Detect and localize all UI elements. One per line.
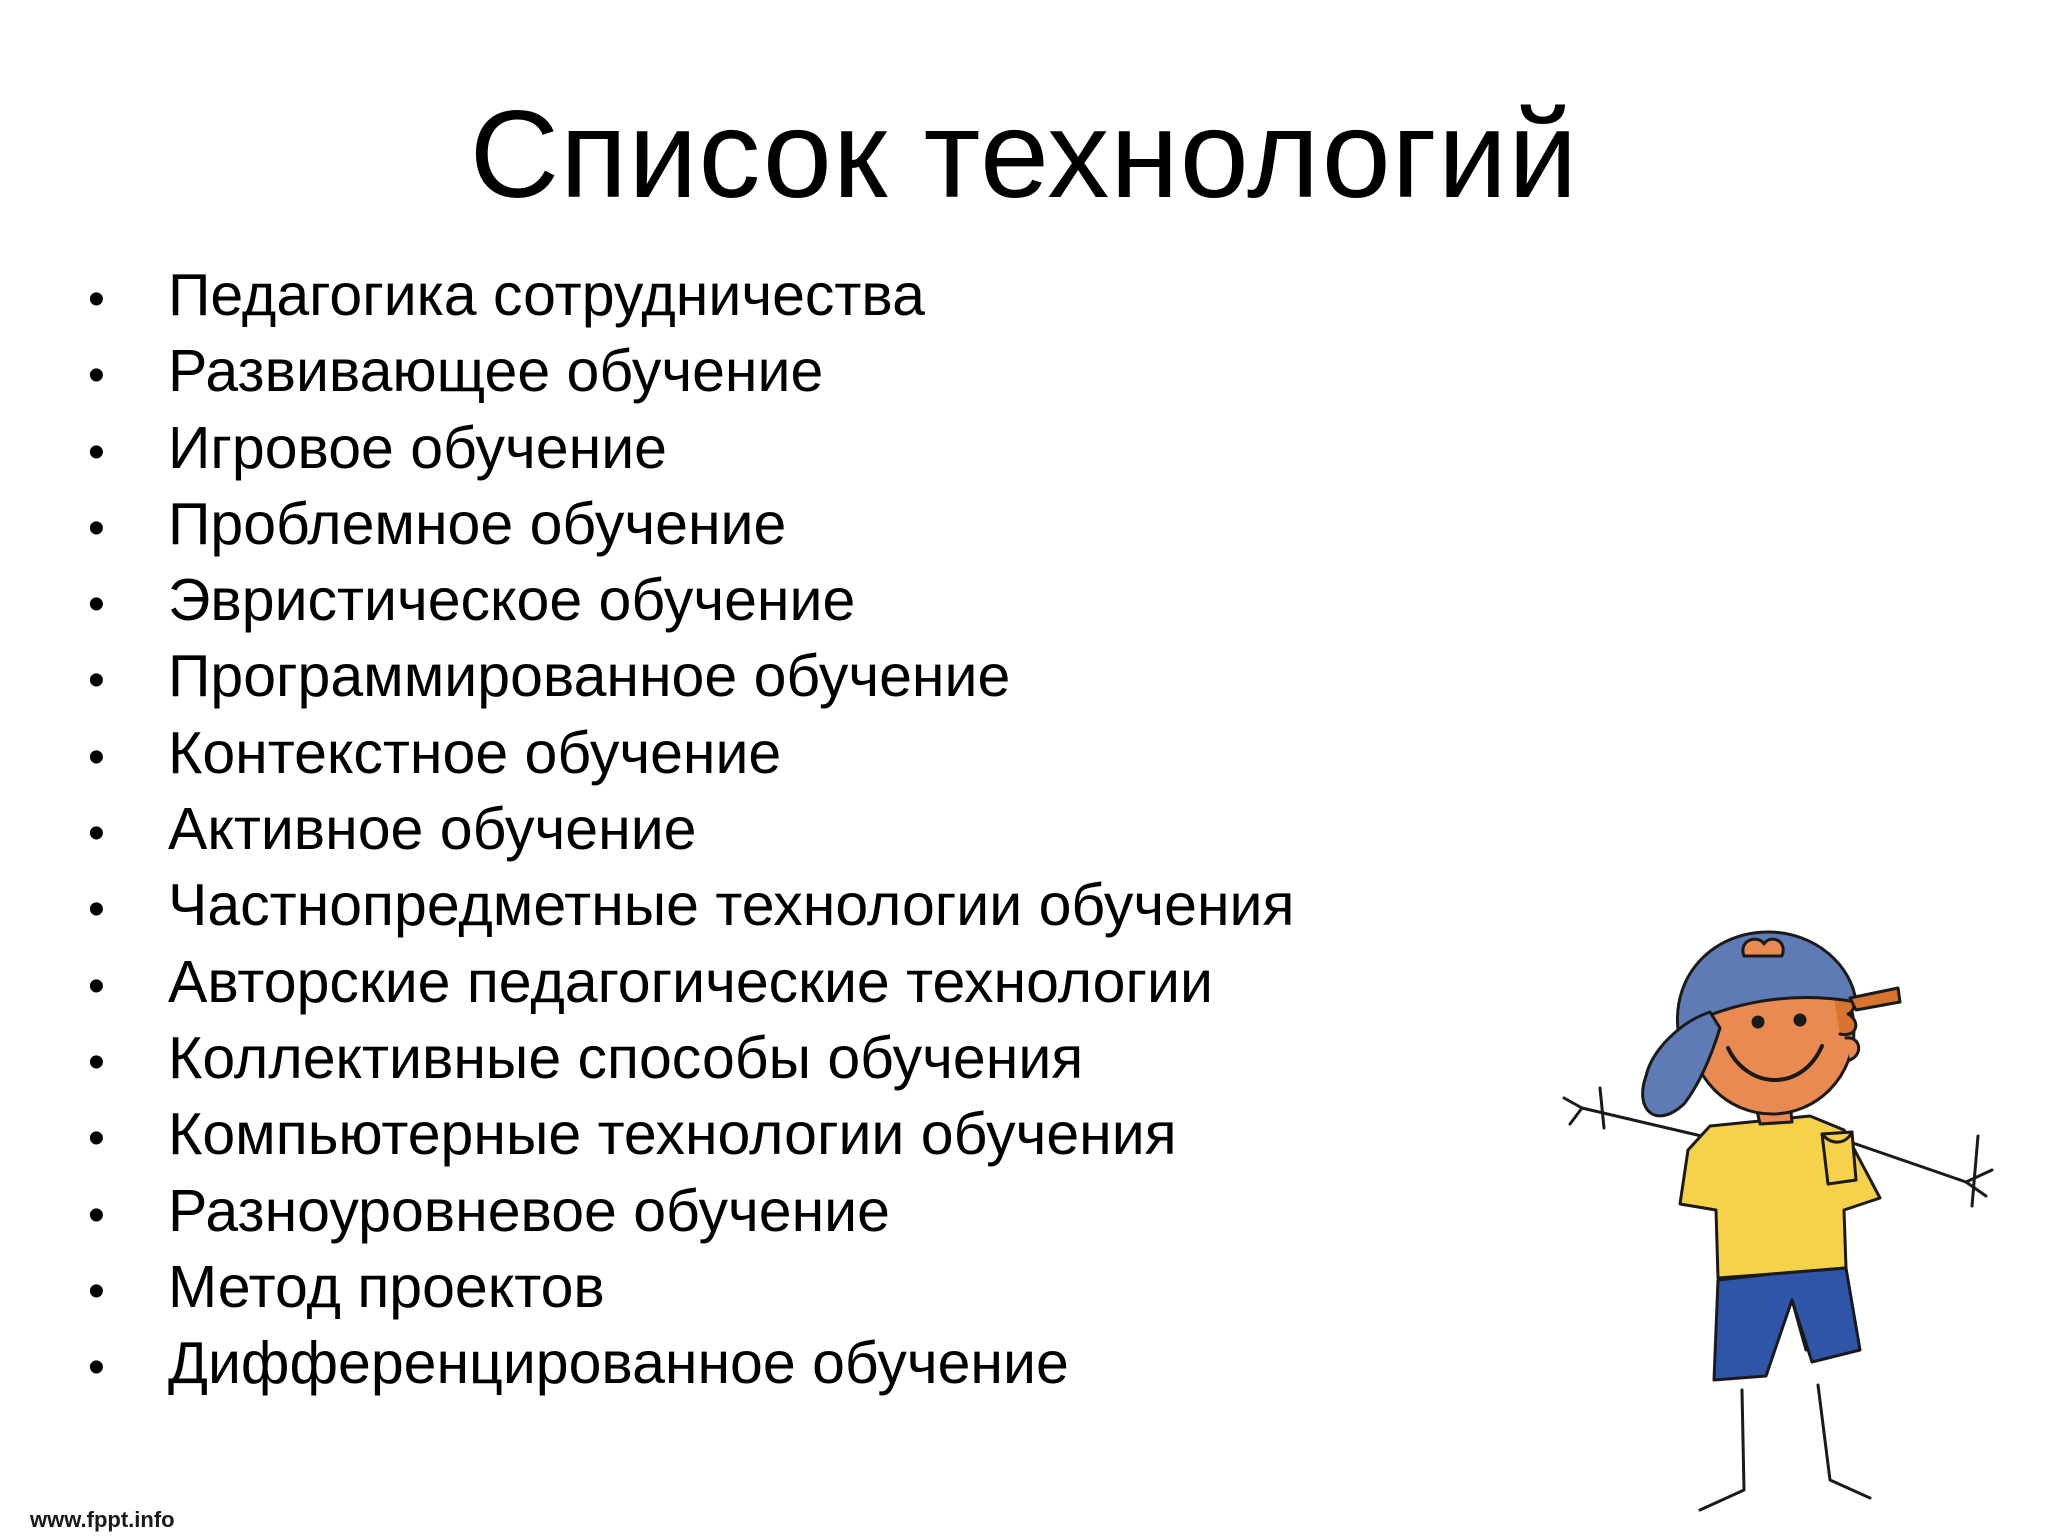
list-item-text: Игровое обучение xyxy=(168,414,667,481)
list-item-text: Частнопредметные технологии обучения xyxy=(168,872,1295,939)
list-item xyxy=(88,486,1294,562)
bullet-icon: • xyxy=(88,425,105,479)
list-item-text: Метод проектов xyxy=(168,1253,605,1320)
bullet-icon: • xyxy=(88,1341,105,1395)
list-item xyxy=(88,944,1294,1020)
list-item xyxy=(88,1020,1294,1096)
list-item-text: Педагогика сотрудничества xyxy=(168,262,925,328)
bullet-icon: • xyxy=(88,730,105,784)
list-item-text: Авторские педагогические технологии xyxy=(168,948,1213,1015)
bullet-icon: • xyxy=(88,959,105,1013)
list-item xyxy=(88,257,1294,333)
slide-title: Список технологий xyxy=(469,86,1579,224)
list-item xyxy=(88,638,1294,714)
bullet-icon: • xyxy=(88,807,105,861)
list-item xyxy=(88,333,1294,409)
list-item xyxy=(88,410,1294,486)
list-item xyxy=(88,562,1294,638)
list-item-text: Эвристическое обучение xyxy=(168,567,856,634)
bullet-icon: • xyxy=(88,1035,105,1089)
cartoon-boy-illustration xyxy=(1560,880,2000,1536)
list-item-text: Развивающее обучение xyxy=(168,338,824,405)
bullet-icon: • xyxy=(88,349,105,403)
bullet-icon: • xyxy=(88,273,105,326)
bullet-icon: • xyxy=(88,501,105,555)
list-item xyxy=(88,1249,1294,1325)
list-item-text: Активное обучение xyxy=(168,796,697,863)
bullet-icon: • xyxy=(88,654,105,708)
bullet-list xyxy=(88,257,1294,1401)
list-item-text: Коллективные способы обучения xyxy=(168,1024,1084,1091)
list-item xyxy=(88,1096,1294,1172)
list-item xyxy=(88,1173,1294,1249)
list-item-text: Компьютерные технологии обучения xyxy=(168,1101,1177,1168)
list-item xyxy=(88,1325,1294,1401)
bullet-icon: • xyxy=(88,1112,105,1166)
list-item-text: Контекстное обучение xyxy=(168,719,782,786)
list-item-text: Разноуровневое обучение xyxy=(168,1177,890,1244)
bullet-icon: • xyxy=(88,1264,105,1318)
footer-url: www.fppt.info xyxy=(30,1507,175,1532)
list-item-text: Дифференцированное обучение xyxy=(168,1330,1069,1397)
list-item-text: Программированное обучение xyxy=(168,643,1011,710)
bullet-icon: • xyxy=(88,883,105,937)
list-item xyxy=(88,715,1294,791)
list-item-text: Проблемное обучение xyxy=(168,490,787,557)
bullet-icon: • xyxy=(88,578,105,632)
bullet-icon: • xyxy=(88,1188,105,1242)
list-item xyxy=(88,791,1294,867)
list-item xyxy=(88,867,1294,943)
